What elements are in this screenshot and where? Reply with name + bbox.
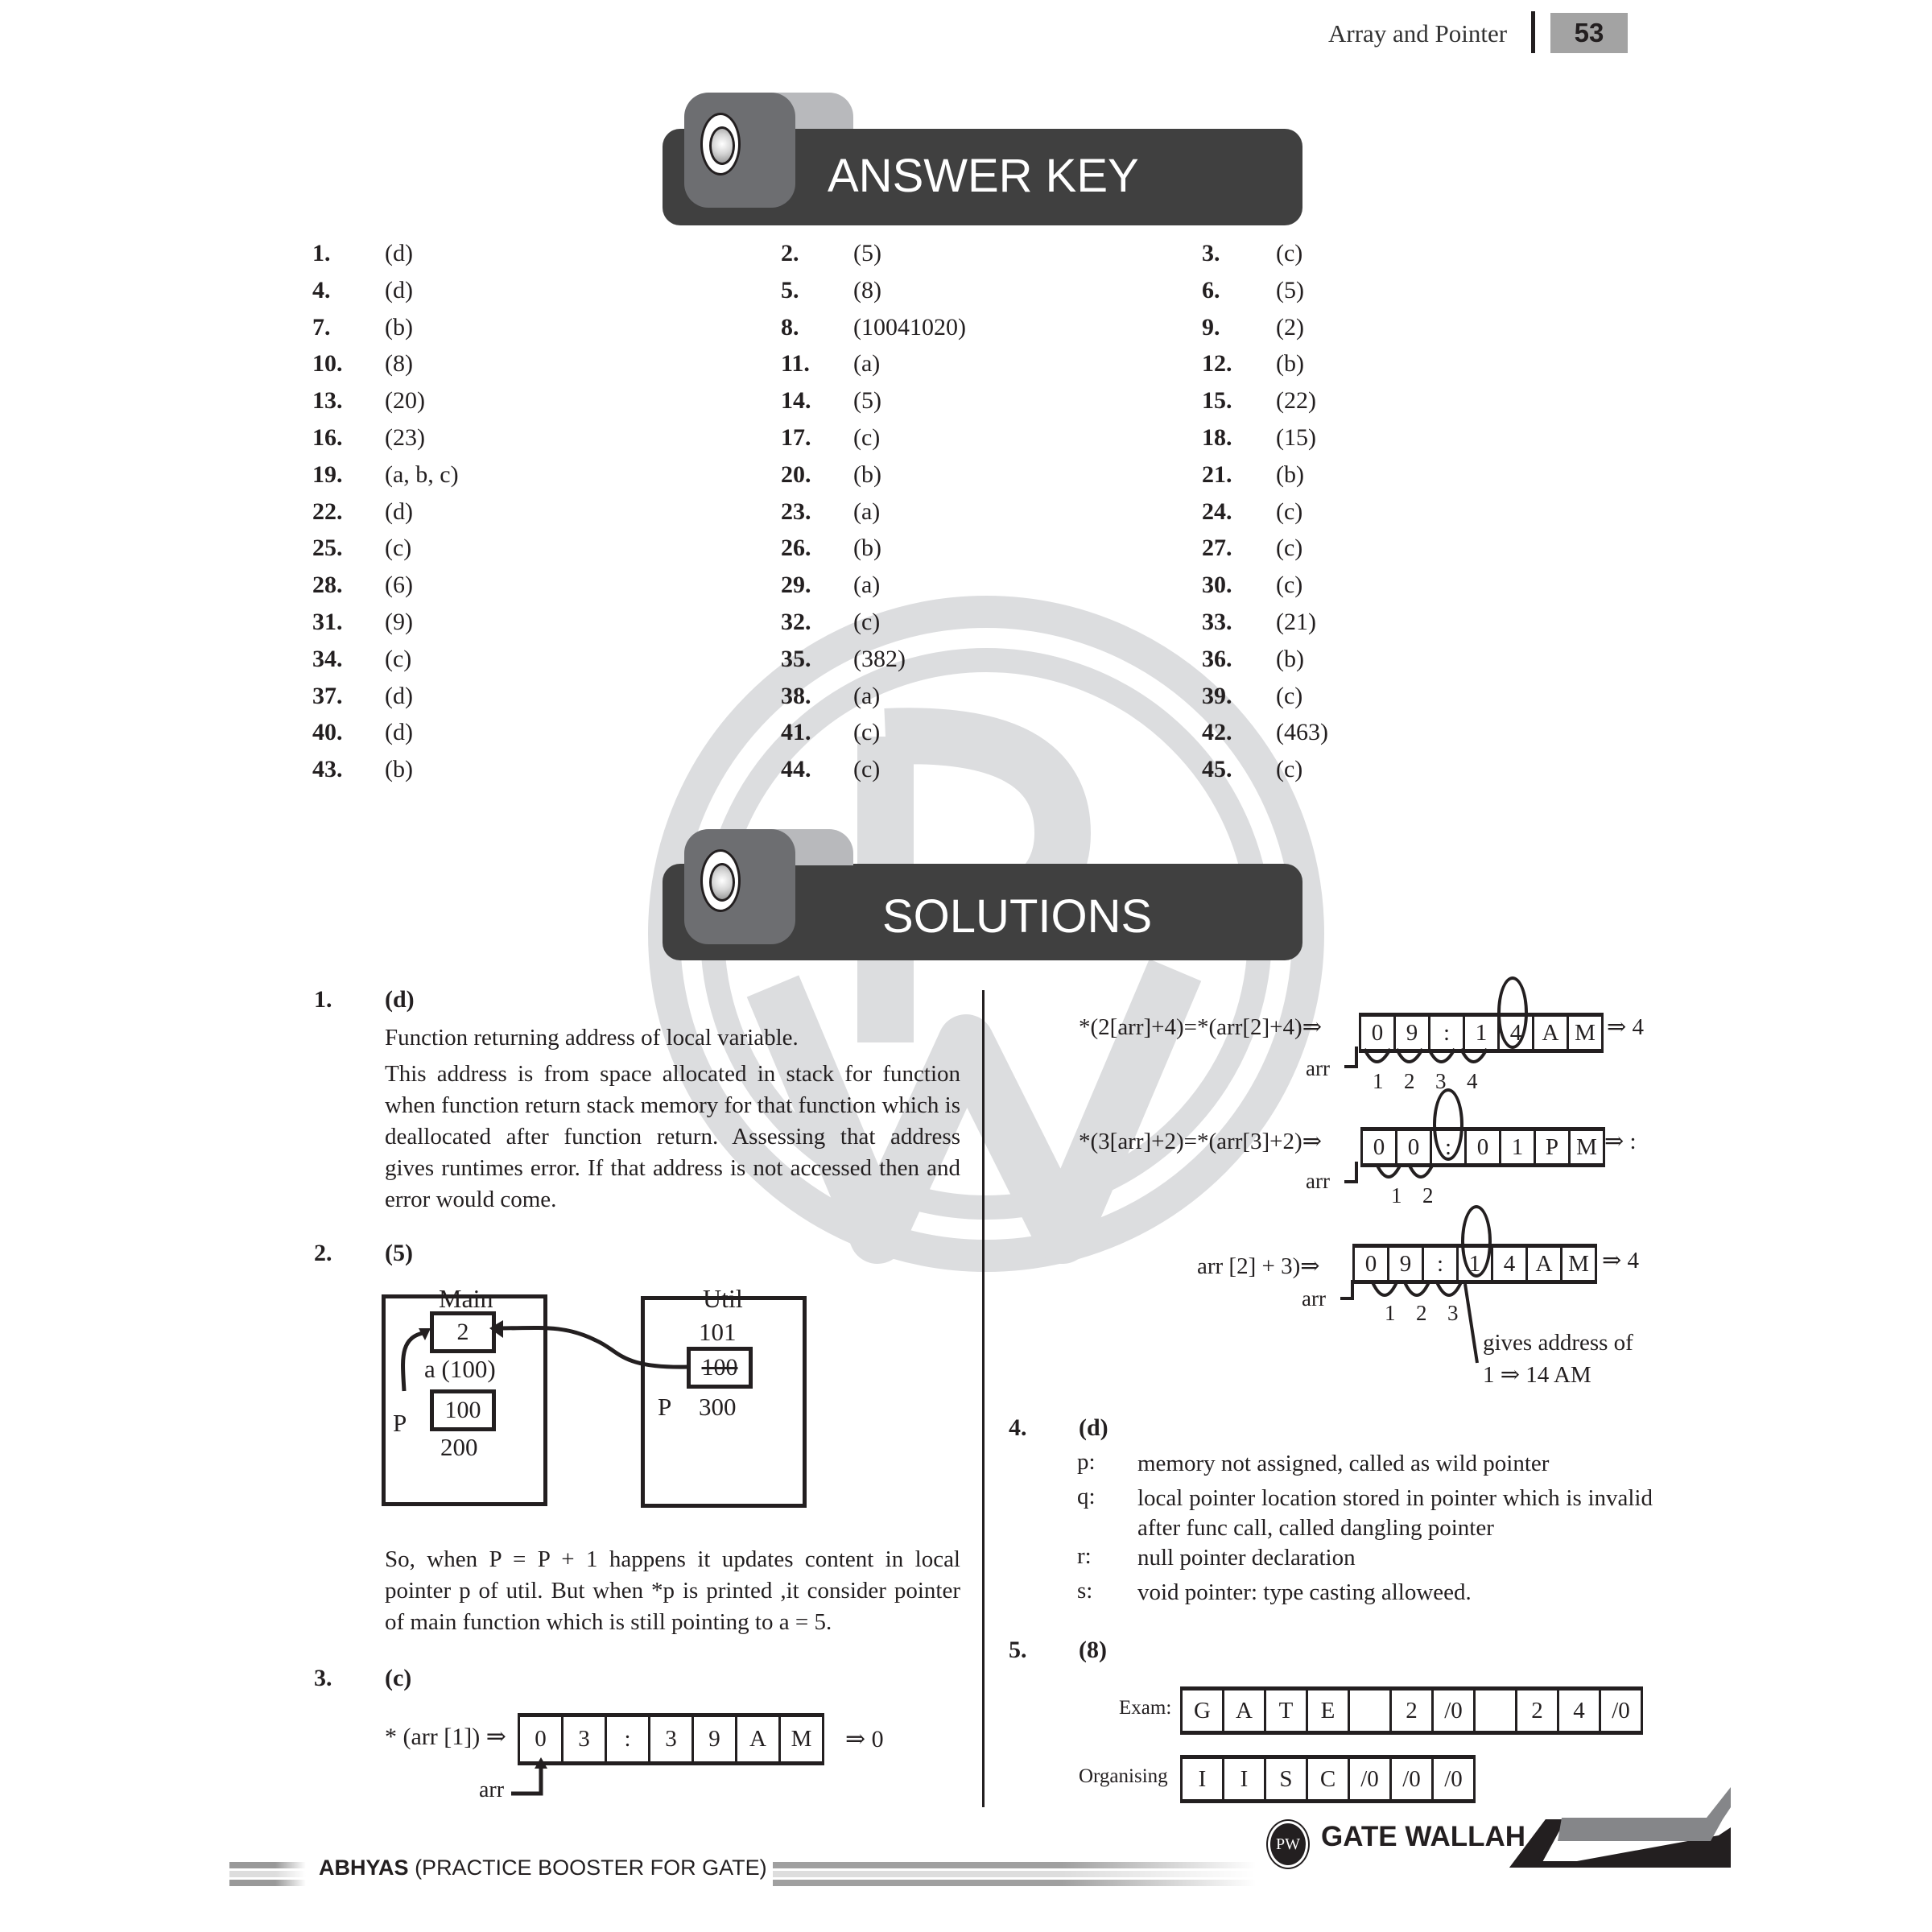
- answer-key-value: (c): [853, 609, 881, 635]
- q3-expr2: *(2[arr]+4)=*(arr[2]+4)⇒: [1079, 1014, 1322, 1040]
- answer-key-number: 44.: [781, 756, 811, 783]
- step-number: 4: [1467, 1069, 1478, 1093]
- answer-key-number: 43.: [312, 756, 343, 783]
- array-cell: G: [1183, 1690, 1224, 1731]
- q3-result1: ⇒ 0: [845, 1726, 884, 1752]
- answer-key-number: 45.: [1202, 756, 1232, 783]
- array-cell: 1: [1465, 1017, 1500, 1049]
- answer-key-number: 29.: [781, 572, 811, 599]
- q4-option-text: void pointer: type casting alloweed.: [1137, 1579, 1472, 1605]
- answer-key-value: (10041020): [853, 313, 966, 341]
- array-cell: 0: [1467, 1131, 1501, 1163]
- q5-number: 5.: [1009, 1637, 1027, 1663]
- array-cell: 0: [520, 1717, 564, 1761]
- main-p-cell: 100: [430, 1389, 496, 1431]
- highlight-ellipse: [1461, 1205, 1492, 1278]
- brand-name: GATE WALLAH: [1321, 1821, 1526, 1852]
- answer-key-number: 15.: [1202, 387, 1232, 415]
- array-cell: [1350, 1690, 1392, 1731]
- answer-key-value: (c): [1276, 756, 1303, 783]
- q3-result4: ⇒ 4: [1602, 1248, 1640, 1274]
- answer-key-value: (b): [385, 313, 413, 341]
- answer-key-value: (b): [853, 535, 881, 562]
- answer-key-number: 7.: [312, 313, 331, 341]
- pointer-arrows-icon: [354, 1304, 708, 1409]
- exam-label: Exam:: [1119, 1697, 1172, 1719]
- answer-key-number: 24.: [1202, 497, 1232, 525]
- answer-key-value: (b): [1276, 350, 1304, 378]
- answer-key-value: (b): [1276, 645, 1304, 672]
- answer-key-number: 40.: [312, 719, 343, 746]
- bullet-ring-icon: [700, 849, 741, 912]
- answer-key-number: 12.: [1202, 350, 1232, 378]
- answer-key-value: (2): [1276, 313, 1304, 341]
- organising-string-array: [1180, 1755, 1476, 1803]
- answer-key-number: 27.: [1202, 535, 1232, 562]
- q3-result2: ⇒ 4: [1607, 1014, 1645, 1040]
- array-cell: 2: [1392, 1690, 1434, 1731]
- q4-option-key: s:: [1077, 1578, 1093, 1604]
- answer-key-number: 30.: [1202, 572, 1232, 599]
- answer-key-number: 18.: [1202, 424, 1232, 451]
- answer-key-number: 33.: [1202, 609, 1232, 635]
- answer-key-value: (c): [1276, 682, 1303, 709]
- answer-key-value: (23): [385, 424, 425, 451]
- array-cell: 4: [1500, 1017, 1534, 1049]
- step-arrows-icon: [1328, 1276, 1489, 1364]
- arr-pointer-label-4: arr: [1302, 1286, 1326, 1311]
- array-cell: 2: [1517, 1690, 1559, 1731]
- answer-key-value: (c): [1276, 240, 1303, 266]
- q4-option-text: null pointer declaration: [1137, 1545, 1356, 1571]
- answer-key-value: (d): [385, 719, 413, 746]
- array-cell: 9: [1389, 1248, 1424, 1280]
- q1-number: 1.: [314, 986, 332, 1013]
- answer-key-value: (c): [385, 645, 412, 672]
- q4-option-text: local pointer location stored in pointer which is invalid after func call, called dangling pointer: [1137, 1485, 1653, 1541]
- answer-key-number: 5.: [781, 276, 799, 303]
- arr-pointer-label-3: arr: [1306, 1169, 1330, 1193]
- array-cell: A: [737, 1717, 781, 1761]
- answer-key-value: (a): [853, 497, 881, 525]
- answer-key-number: 36.: [1202, 645, 1232, 672]
- arr-pointer-label: arr: [479, 1777, 505, 1802]
- answer-key-value: (c): [1276, 572, 1303, 599]
- util-p-label: P: [658, 1393, 672, 1421]
- footer-corner-graphic: [1505, 1787, 1731, 1876]
- q4-option-text: memory not assigned, called as wild pointer: [1137, 1451, 1550, 1476]
- array-cell: /0: [1434, 1690, 1476, 1731]
- array-cell: 1: [1501, 1131, 1536, 1163]
- answer-key-value: (9): [385, 609, 413, 635]
- q4-number: 4.: [1009, 1414, 1027, 1441]
- array-cell: 4: [1559, 1690, 1601, 1731]
- answer-key-value: (8): [853, 276, 881, 303]
- array-cell: 0: [1397, 1131, 1432, 1163]
- column-divider: [982, 990, 985, 1807]
- answer-key-value: (8): [385, 350, 413, 378]
- q3-array-1: [518, 1713, 824, 1765]
- array-cell: 1: [1459, 1248, 1493, 1280]
- answer-key-value: (c): [1276, 497, 1303, 525]
- main-a-label: a (100): [424, 1355, 496, 1383]
- step-arrows-icon: [1332, 1158, 1453, 1190]
- array-cell: /0: [1612, 1697, 1630, 1724]
- answer-key-number: 19.: [312, 460, 343, 488]
- q5-answer: (8): [1079, 1637, 1107, 1663]
- answer-key-value: (463): [1276, 719, 1328, 746]
- answer-key-value: (b): [385, 756, 413, 783]
- answer-key-number: 39.: [1202, 682, 1232, 709]
- answer-key-number: 34.: [312, 645, 343, 672]
- q1-line1: Function returning address of local variable.: [385, 1025, 799, 1051]
- q3-expr1: * (arr [1]) ⇒: [385, 1724, 506, 1750]
- answer-key-value: (c): [853, 424, 881, 451]
- solutions-title: SOLUTIONS: [882, 890, 1153, 943]
- answer-key-value: (5): [853, 387, 881, 415]
- answer-key-value: (c): [385, 535, 412, 562]
- answer-key-number: 17.: [781, 424, 811, 451]
- q4-option-key: r:: [1077, 1543, 1092, 1569]
- step-number: 1: [1385, 1301, 1396, 1325]
- array-cell: /0: [1350, 1759, 1392, 1799]
- answer-key-number: 6.: [1202, 276, 1220, 303]
- q3-number: 3.: [314, 1665, 332, 1691]
- array-cell: 3: [564, 1717, 607, 1761]
- array-cell: P: [1536, 1131, 1571, 1163]
- answer-key-value: (5): [1276, 276, 1304, 303]
- main-a-cell: 2: [430, 1311, 496, 1353]
- q1-explanation: This address is from space allocated in stack for function when function return stack memory for that function which is deallocated after function return. Assessing that address gives runtimes error. If that address is not accessed then and error would come.: [385, 1061, 960, 1212]
- array-cell: I: [1183, 1759, 1224, 1799]
- answer-key-value: (d): [385, 497, 413, 525]
- array-cell: :: [1432, 1131, 1467, 1163]
- highlight-ellipse: [1497, 976, 1528, 1049]
- answer-key-number: 38.: [781, 682, 811, 709]
- array-cell: 0: [1361, 1017, 1396, 1049]
- util-frame-label: Util: [703, 1284, 743, 1313]
- answer-key-number: 3.: [1202, 240, 1220, 266]
- step-number: 2: [1404, 1069, 1415, 1093]
- array-cell: [1476, 1690, 1517, 1731]
- answer-key-value: (a): [853, 572, 881, 599]
- q4-option-key: q:: [1077, 1484, 1096, 1509]
- answer-key-value: (a, b, c): [385, 460, 459, 488]
- book-subtitle: (PRACTICE BOOSTER FOR GATE): [415, 1856, 767, 1880]
- answer-key-number: 26.: [781, 535, 811, 562]
- main-frame-label: Main: [439, 1284, 493, 1313]
- array-cell: M: [1575, 1019, 1596, 1046]
- exam-string-array: [1180, 1686, 1643, 1735]
- array-cell: A: [1528, 1248, 1563, 1280]
- header-divider: [1531, 11, 1535, 53]
- answer-key-value: (d): [385, 240, 413, 266]
- array-cell: :: [607, 1717, 650, 1761]
- q1-answer: (d): [385, 986, 415, 1013]
- array-cell: 4: [1493, 1248, 1528, 1280]
- answer-key-number: 16.: [312, 424, 343, 451]
- answer-key-number: 28.: [312, 572, 343, 599]
- organising-label: Organising: [1079, 1765, 1168, 1787]
- answer-key-value: (b): [1276, 460, 1304, 488]
- q2-explanation: So, when P = P + 1 happens it updates content in local pointer p of util. But when *p is printed ,it consider pointer of main function which is still pointing to a = 5.: [385, 1546, 960, 1635]
- step-number: 3: [1447, 1301, 1459, 1325]
- book-title: [319, 1856, 767, 1880]
- array-cell: M: [1568, 1250, 1589, 1277]
- main-p-label: P: [393, 1409, 407, 1437]
- solutions-banner: [658, 829, 1302, 942]
- answer-key-value: (382): [853, 645, 906, 672]
- answer-key-number: 20.: [781, 460, 811, 488]
- step-number: 1: [1373, 1069, 1384, 1093]
- answer-key-number: 35.: [781, 645, 811, 672]
- answer-key-number: 1.: [312, 240, 331, 266]
- array-cell: :: [1424, 1248, 1459, 1280]
- answer-key-value: (21): [1276, 609, 1316, 635]
- answer-key-value: (c): [853, 719, 881, 746]
- answer-key-title: ANSWER KEY: [828, 150, 1139, 202]
- q3-note-line1: gives address of: [1483, 1330, 1633, 1356]
- answer-key-value: (c): [853, 756, 881, 783]
- highlight-ellipse: [1433, 1088, 1463, 1161]
- array-cell: E: [1308, 1690, 1350, 1731]
- answer-key-value: (b): [853, 460, 881, 488]
- q3-result3: ⇒ :: [1604, 1129, 1637, 1154]
- util-p-cell-old-value: 100: [687, 1347, 753, 1389]
- answer-key-number: 10.: [312, 350, 343, 378]
- answer-key-number: 2.: [781, 240, 799, 266]
- q4-answer: (d): [1079, 1414, 1108, 1441]
- answer-key-number: 41.: [781, 719, 811, 746]
- array-cell: /0: [1444, 1765, 1463, 1792]
- answer-key-value: (22): [1276, 387, 1316, 415]
- answer-key-number: 13.: [312, 387, 343, 415]
- answer-key-banner: [658, 93, 1302, 205]
- answer-key-number: 4.: [312, 276, 331, 303]
- answer-key-number: 25.: [312, 535, 343, 562]
- arr-pointer-label-2: arr: [1306, 1056, 1330, 1080]
- book-title-bold: ABHYAS: [319, 1856, 409, 1880]
- main-p-address: 200: [440, 1433, 478, 1461]
- arr-arrow-icon: [507, 1757, 547, 1798]
- step-number: 2: [1416, 1301, 1427, 1325]
- q3-answer: (c): [385, 1665, 412, 1691]
- answer-key-number: 8.: [781, 313, 799, 341]
- array-cell: :: [1430, 1017, 1465, 1049]
- array-cell: /0: [1392, 1759, 1434, 1799]
- answer-key-value: (6): [385, 572, 413, 599]
- step-number: 3: [1435, 1069, 1447, 1093]
- pw-logo-icon: PW: [1268, 1821, 1308, 1868]
- answer-key-number: 31.: [312, 609, 343, 635]
- answer-key-value: (20): [385, 387, 425, 415]
- array-cell: S: [1266, 1759, 1308, 1799]
- q2-answer: (5): [385, 1240, 413, 1266]
- array-cell: T: [1266, 1690, 1308, 1731]
- answer-key-value: (a): [853, 350, 881, 378]
- answer-key-number: 32.: [781, 609, 811, 635]
- answer-key-number: 14.: [781, 387, 811, 415]
- q2-number: 2.: [314, 1240, 332, 1266]
- answer-key-value: (a): [853, 682, 881, 709]
- array-cell: 3: [650, 1717, 694, 1761]
- answer-key-value: (15): [1276, 424, 1316, 451]
- q3-expr4: arr [2] + 3)⇒: [1197, 1253, 1320, 1279]
- q3-expr3: *(3[arr]+2)=*(arr[3]+2)⇒: [1079, 1129, 1322, 1154]
- step-number: 1: [1391, 1183, 1402, 1208]
- chapter-title: Array and Pointer: [1328, 19, 1508, 47]
- array-cell: 0: [1363, 1131, 1397, 1163]
- answer-key-number: 23.: [781, 497, 811, 525]
- answer-key-value: (d): [385, 276, 413, 303]
- array-cell: 9: [694, 1717, 737, 1761]
- array-cell: A: [1224, 1690, 1266, 1731]
- answer-key-number: 11.: [781, 350, 810, 378]
- q4-option-key: p:: [1077, 1449, 1096, 1475]
- answer-key-value: (d): [385, 682, 413, 709]
- array-cell: 9: [1396, 1017, 1430, 1049]
- array-cell: M: [791, 1726, 812, 1752]
- answer-key-number: 9.: [1202, 313, 1220, 341]
- page-number: 53: [1550, 13, 1628, 53]
- util-new-value: 101: [699, 1318, 737, 1346]
- answer-key-number: 42.: [1202, 719, 1232, 746]
- array-cell: 0: [1355, 1248, 1389, 1280]
- step-number: 2: [1422, 1183, 1434, 1208]
- array-cell: C: [1308, 1759, 1350, 1799]
- step-arrows-icon: [1332, 1042, 1493, 1075]
- util-p-address: 300: [699, 1393, 737, 1421]
- array-cell: I: [1224, 1759, 1266, 1799]
- answer-key-number: 21.: [1202, 460, 1232, 488]
- answer-key-value: (c): [1276, 535, 1303, 562]
- q3-note-line2: 1 ⇒ 14 AM: [1483, 1362, 1591, 1388]
- array-cell: M: [1576, 1133, 1597, 1160]
- answer-key-value: (5): [853, 240, 881, 266]
- answer-key-number: 37.: [312, 682, 343, 709]
- bullet-ring-icon: [700, 113, 741, 175]
- answer-key-number: 22.: [312, 497, 343, 525]
- array-cell: A: [1534, 1017, 1569, 1049]
